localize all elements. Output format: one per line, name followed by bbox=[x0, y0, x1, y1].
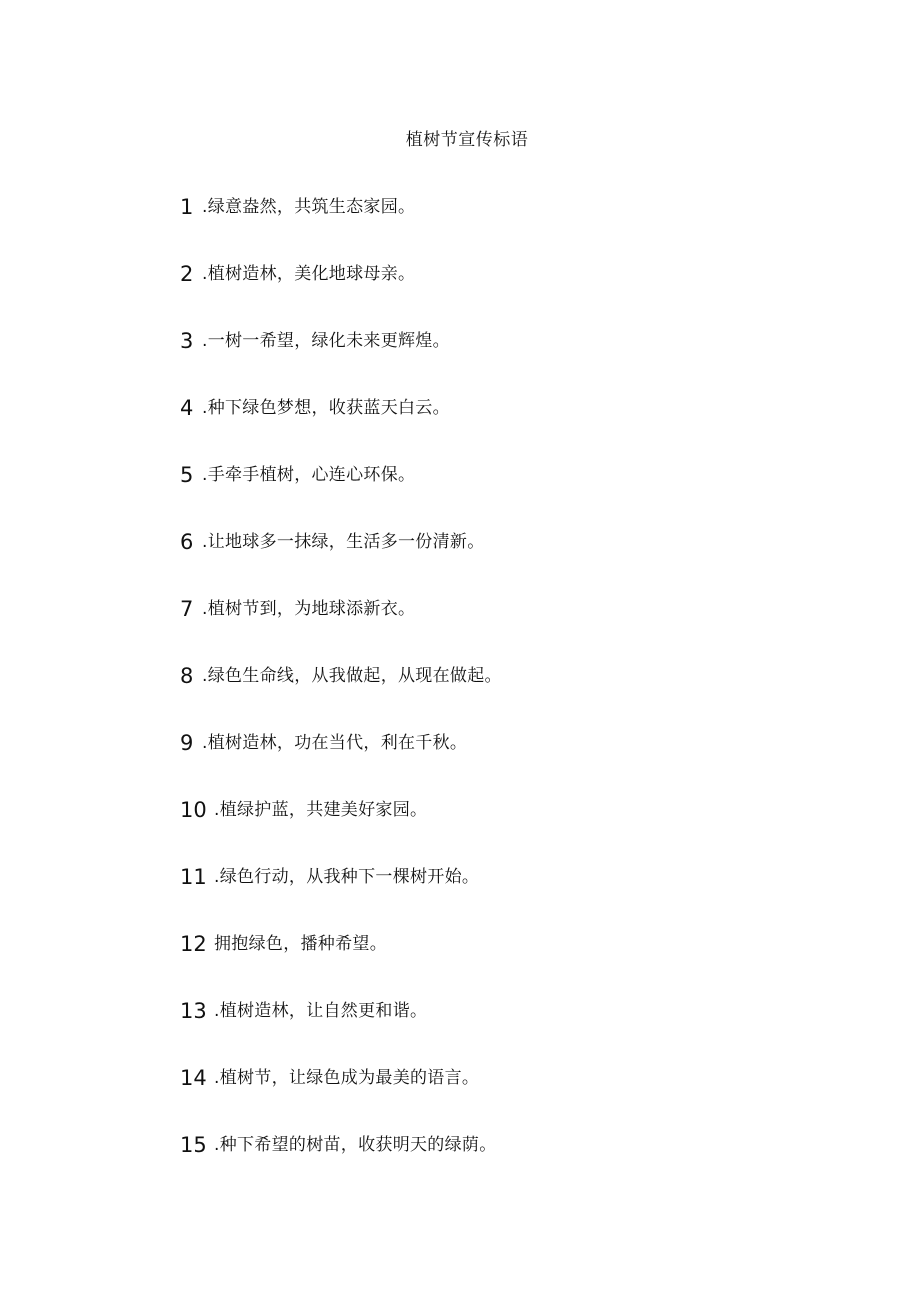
item-number: 12 bbox=[180, 932, 207, 956]
item-text: .绿色生命线，从我做起，从现在做起。 bbox=[202, 666, 502, 686]
list-item bbox=[180, 596, 502, 663]
list-item bbox=[180, 261, 502, 328]
item-text: .植树造林，功在当代，利在千秋。 bbox=[202, 733, 468, 753]
list-item bbox=[180, 931, 502, 998]
item-number: 5 bbox=[180, 463, 194, 487]
item-number: 3 bbox=[180, 329, 194, 353]
list-item bbox=[180, 864, 502, 931]
item-text: .种下希望的树苗，收获明天的绿荫。 bbox=[214, 1135, 497, 1155]
slogan-list bbox=[180, 194, 502, 1199]
item-text: .植树节到，为地球添新衣。 bbox=[202, 599, 416, 619]
list-item bbox=[180, 730, 502, 797]
list-item bbox=[180, 529, 502, 596]
item-number: 13 bbox=[180, 999, 207, 1023]
item-text: .绿意盎然，共筑生态家园。 bbox=[202, 197, 416, 217]
item-number: 1 bbox=[180, 195, 194, 219]
item-text: .植树造林，美化地球母亲。 bbox=[202, 264, 416, 284]
item-text: 拥抱绿色，播种希望。 bbox=[214, 934, 387, 954]
list-item bbox=[180, 462, 502, 529]
item-number: 4 bbox=[180, 396, 194, 420]
item-text: .绿色行动，从我种下一棵树开始。 bbox=[214, 867, 480, 887]
item-number: 8 bbox=[180, 664, 194, 688]
item-number: 15 bbox=[180, 1133, 207, 1157]
item-number: 11 bbox=[180, 865, 207, 889]
item-text: .一树一希望，绿化未来更辉煌。 bbox=[202, 331, 450, 351]
item-text: .植树造林，让自然更和谐。 bbox=[214, 1001, 428, 1021]
list-item bbox=[180, 1132, 502, 1199]
item-text: .让地球多一抹绿，生活多一份清新。 bbox=[202, 532, 485, 552]
item-number: 9 bbox=[180, 731, 194, 755]
list-item bbox=[180, 1065, 502, 1132]
item-text: .手牵手植树，心连心环保。 bbox=[202, 465, 416, 485]
list-item bbox=[180, 998, 502, 1065]
item-number: 2 bbox=[180, 262, 194, 286]
item-number: 10 bbox=[180, 798, 207, 822]
item-number: 14 bbox=[180, 1066, 207, 1090]
list-item bbox=[180, 395, 502, 462]
item-text: .种下绿色梦想，收获蓝天白云。 bbox=[202, 398, 450, 418]
list-item bbox=[180, 194, 502, 261]
list-item bbox=[180, 328, 502, 395]
item-text: .植绿护蓝，共建美好家园。 bbox=[214, 800, 428, 820]
list-item bbox=[180, 663, 502, 730]
item-number: 6 bbox=[180, 530, 194, 554]
document-title: 植树节宣传标语 bbox=[405, 130, 529, 150]
list-item bbox=[180, 797, 502, 864]
item-text: .植树节，让绿色成为最美的语言。 bbox=[214, 1068, 480, 1088]
item-number: 7 bbox=[180, 597, 194, 621]
